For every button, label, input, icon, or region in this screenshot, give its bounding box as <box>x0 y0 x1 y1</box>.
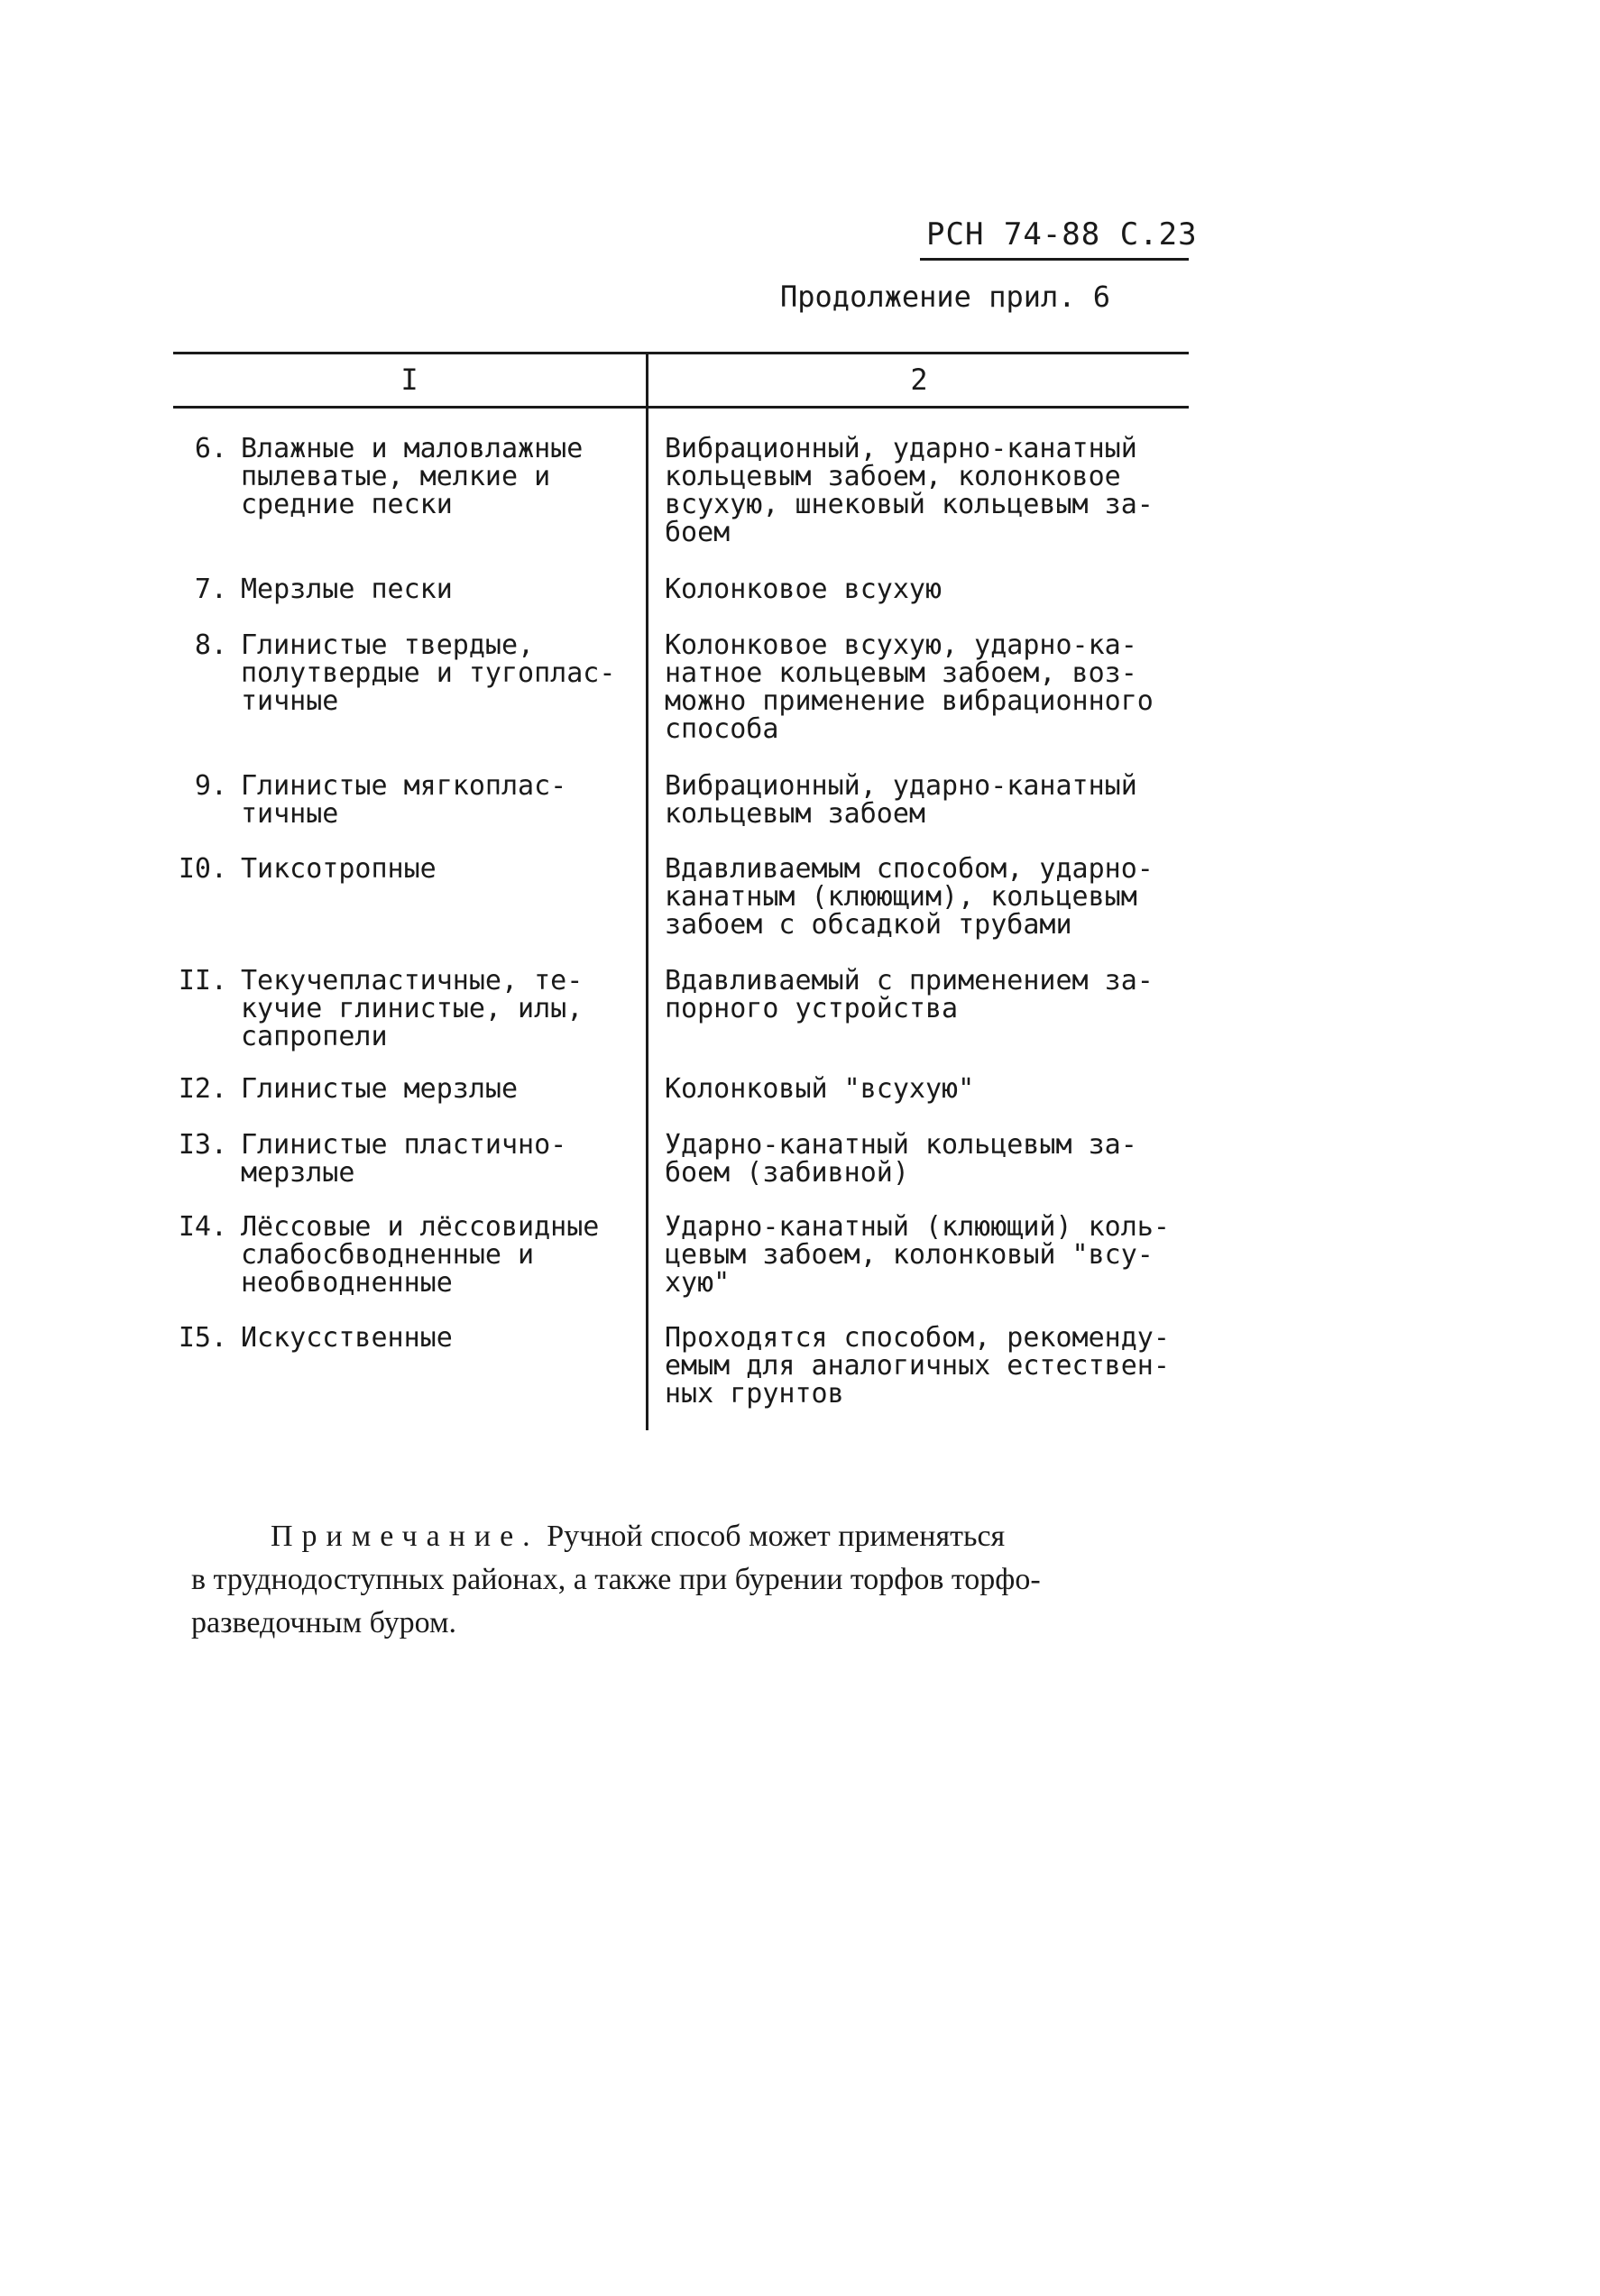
soil-type-cell: Глинистые пластично- мерзлые <box>241 1129 567 1189</box>
drilling-method-cell: Проходятся способом, рекоменду- емым для аналогичных естествен- ных грунтов <box>665 1322 1170 1410</box>
note-text-line-3: разведочным буром. <box>191 1606 456 1639</box>
appendix-continuation: Продолжение прил. 6 <box>780 280 1111 314</box>
row-number: I4. <box>178 1211 227 1243</box>
soil-type-cell: Лёссовые и лёссовидные слабосбводненные и необводненные <box>241 1211 600 1299</box>
document-code-underline <box>920 258 1189 261</box>
column-header-1: I <box>400 363 418 397</box>
drilling-method-cell: Колонковое всухую <box>665 574 943 605</box>
soil-type-cell: Глинистые твердые, полутвердые и тугоплас- тичные <box>241 629 616 717</box>
soil-type-cell: Мерзлые пески <box>241 574 453 605</box>
document-code: РСН 74-88 С.23 <box>926 216 1198 253</box>
drilling-method-cell: Колонковое всухую, ударно-ка- натное кольцевым забоем, воз- можно применение вибрационного способа <box>665 629 1154 745</box>
row-number: II. <box>178 965 227 996</box>
table-top-rule <box>173 352 1189 354</box>
soil-type-cell: Глинистые мерзлые <box>241 1073 519 1105</box>
table-column-divider <box>646 352 648 1430</box>
note-paragraph <box>191 1515 1201 1645</box>
row-number: I0. <box>178 853 227 885</box>
soil-type-cell: Искусственные <box>241 1322 453 1354</box>
row-number: I5. <box>178 1322 227 1354</box>
drilling-method-cell: Ударно-канатный кольцевым за- боем (забивной) <box>665 1129 1137 1189</box>
row-number: I3. <box>178 1129 227 1161</box>
row-number: 6. <box>194 433 227 464</box>
soil-type-cell: Тиксотропные <box>241 853 437 885</box>
row-number: 8. <box>194 629 227 661</box>
soil-type-cell: Глинистые мягкоплас- тичные <box>241 770 567 830</box>
table-header-rule <box>173 406 1189 409</box>
drilling-method-cell: Вдавливаемый с применением за- порного устройства <box>665 965 1154 1024</box>
drilling-method-cell: Вдавливаемым способом, ударно- канатным (клюющим), кольцевым забоем с обсадкой трубами <box>665 853 1154 941</box>
drilling-method-cell: Ударно-канатный (клюющий) коль- цевым забоем, колонковый "всу- хую" <box>665 1211 1170 1299</box>
note-text-line-1: Ручной способ может применяться <box>547 1520 1006 1553</box>
note-text-line-2: в труднодоступных районах, а также при бурении торфов торфо- <box>191 1563 1041 1596</box>
soil-type-cell: Влажные и маловлажные пылеватые, мелкие и средние пески <box>241 433 584 520</box>
row-number: I2. <box>178 1073 227 1105</box>
note-label: Примечание. <box>271 1520 539 1553</box>
drilling-method-cell: Вибрационный, ударно-канатный кольцевым забоем <box>665 770 1137 830</box>
drilling-method-cell: Колонковый "всухую" <box>665 1073 975 1105</box>
column-header-2: 2 <box>910 363 928 397</box>
drilling-method-cell: Вибрационный, ударно-канатный кольцевым забоем, колонковое всухую, шнековый кольцевым за- боем <box>665 433 1154 548</box>
row-number: 9. <box>194 770 227 802</box>
row-number: 7. <box>194 574 227 605</box>
soil-type-cell: Текучепластичные, те- кучие глинистые, илы, сапропели <box>241 965 584 1052</box>
